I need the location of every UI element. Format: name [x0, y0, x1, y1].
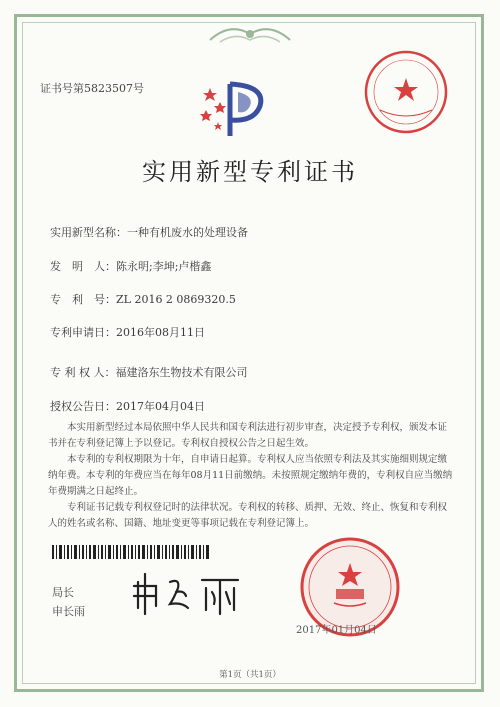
field-value: 福建洛东生物技术有限公司 — [115, 366, 248, 379]
field-label: 实用新型名称： — [50, 226, 127, 239]
field-patentee — [50, 364, 248, 380]
field-patent-number — [50, 291, 236, 307]
certificate-number: 证书号第5823507号 — [40, 82, 144, 95]
ornament-icon — [200, 20, 300, 48]
body-paragraph: 本专利的专利权期限为十年，自申请日起算。专利权人应当依照专利法及其实施细则规定缴纳年费。本专利的年费应当在每年08月11日前缴纳。未按照规定缴纳年费的，专利权自应当缴纳年费期满之日起终止。 — [48, 454, 453, 497]
field-value: ZL 2016 2 0869320.5 — [116, 293, 236, 306]
field-value: 2016年08月11日 — [116, 326, 205, 339]
field-label: 专 利 号： — [50, 293, 116, 306]
field-value: 2017年04月04日 — [116, 400, 205, 413]
field-label: 发 明 人： — [50, 260, 116, 273]
director-name: 申长雨 — [52, 605, 85, 618]
page-number: 第1页（共1页） — [219, 670, 281, 680]
director-signature — [130, 568, 250, 618]
field-inventors — [50, 258, 211, 274]
field-value: 陈永明;李坤;卢楷鑫 — [116, 260, 212, 273]
seal-date: 2017年01月04日 — [296, 625, 377, 636]
body-paragraph: 本实用新型经过本局依照中华人民共和国专利法进行初步审查，决定授予专利权，颁发本证书并在专利登记簿上予以登记。专利权自授权公告之日起生效。 — [48, 422, 448, 449]
field-label: 专利申请日： — [50, 326, 116, 339]
patent-office-emblem-icon — [196, 76, 272, 140]
director-title: 局长 — [52, 586, 74, 599]
field-application-date — [50, 324, 205, 340]
agency-seal-icon — [362, 48, 450, 136]
field-label: 授权公告日： — [50, 400, 116, 413]
field-grant-date — [50, 398, 205, 414]
field-value: 一种有机废水的处理设备 — [127, 226, 248, 239]
barcode-icon — [52, 545, 212, 559]
body-paragraph: 专利证书记载专利权登记时的法律状况。专利权的转移、质押、无效、终止、恢复和专利权人的姓名或名称、国籍、地址变更等事项记载在专利登记簿上。 — [48, 502, 448, 529]
field-label: 专 利 权 人： — [50, 366, 116, 379]
field-utility-model-name — [50, 224, 248, 240]
certificate-title: 实用新型专利证书 — [142, 158, 358, 186]
certificate-body — [48, 420, 454, 532]
